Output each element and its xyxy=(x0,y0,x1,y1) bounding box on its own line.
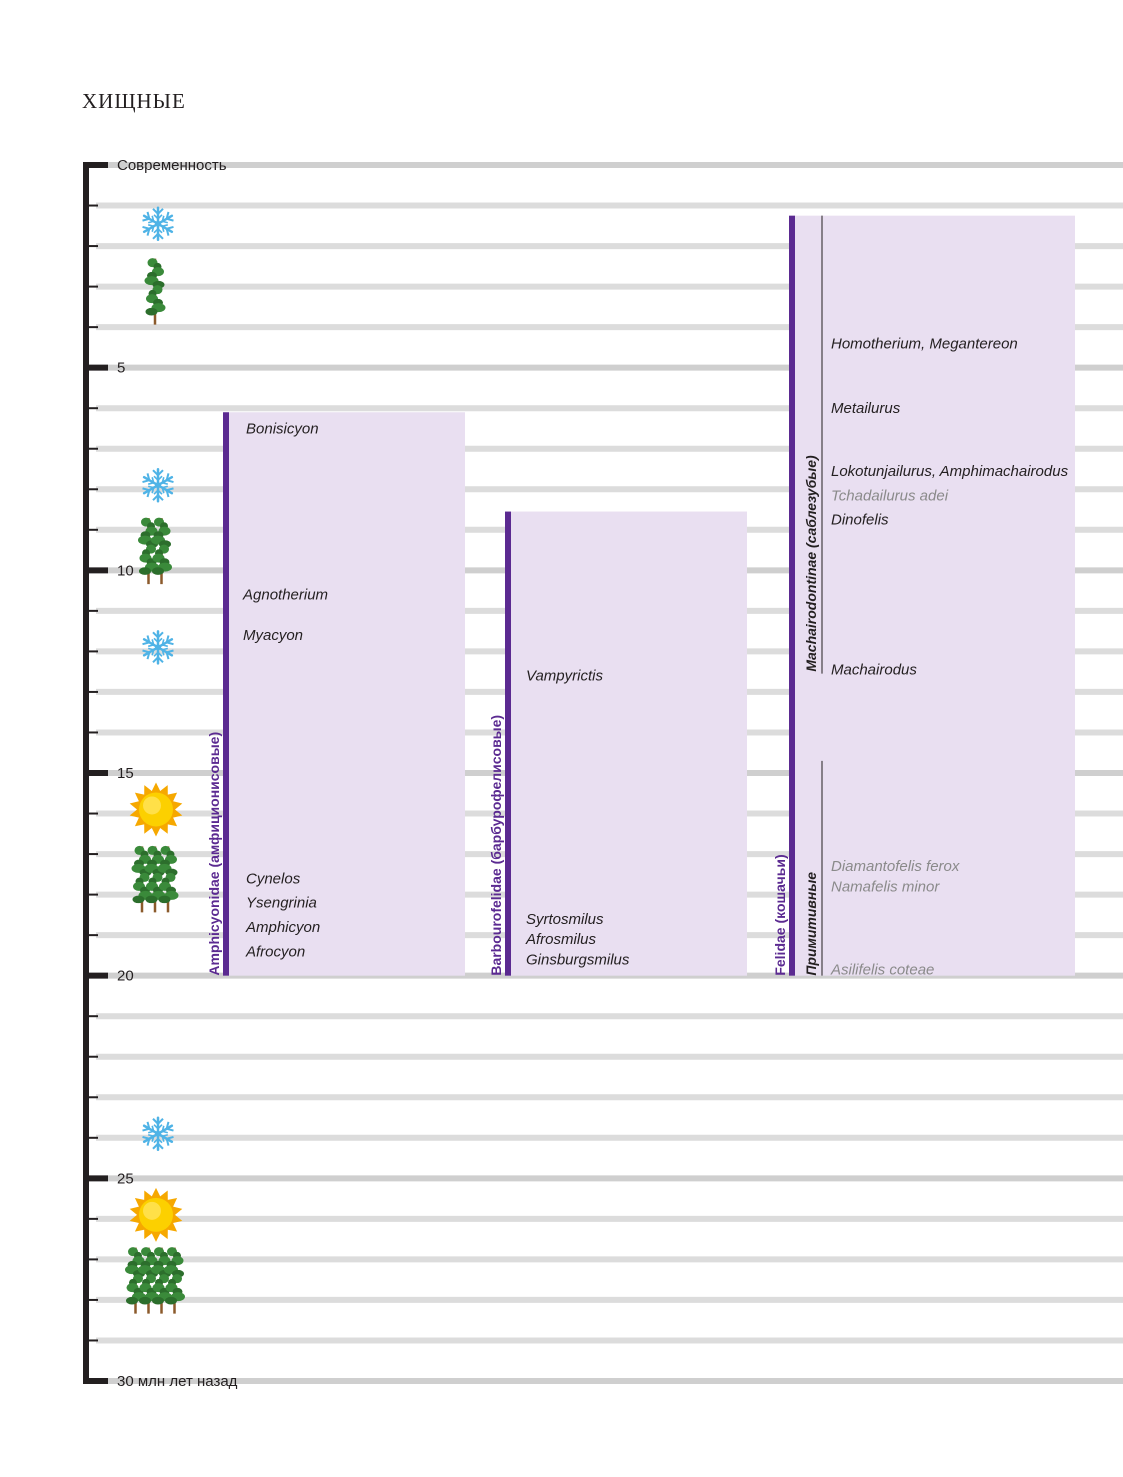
genus-label: Asilifelis coteae xyxy=(831,961,935,979)
tick-label: 25 xyxy=(117,1170,134,1188)
tree-icon xyxy=(145,258,166,325)
snowflake-icon xyxy=(142,631,175,663)
genus-label: Afrosmilus xyxy=(526,931,597,949)
genus-label: Afrocyon xyxy=(246,943,306,961)
family-label: Amphicyonidae (амфиционисовые) xyxy=(206,731,222,976)
sun-icon xyxy=(130,1188,183,1242)
genus-label: Ginsburgsmilus xyxy=(526,951,630,969)
family-label: Felidae (кошачьи) xyxy=(772,854,788,976)
genus-label: Metailurus xyxy=(831,400,901,418)
family-bar xyxy=(789,216,795,976)
genus-label: Namafelis minor xyxy=(831,878,940,896)
genus-label: Machairodus xyxy=(831,661,917,679)
family-bar xyxy=(505,512,511,976)
genus-label: Bonisicyon xyxy=(246,420,319,438)
subfamily-label: Примитивные xyxy=(803,871,819,976)
tick-label: 10 xyxy=(117,562,134,580)
genus-label: Dinofelis xyxy=(831,511,889,529)
snowflake-icon xyxy=(142,208,175,240)
tick-label: Современность xyxy=(117,157,227,174)
family-band xyxy=(224,412,465,975)
tick-label: 5 xyxy=(117,359,126,377)
page-title: ХИЩНЫЕ xyxy=(82,89,186,113)
genus-label: Diamantofelis ferox xyxy=(831,858,960,876)
tick-label: 30 млн лет назад xyxy=(117,1373,238,1390)
sun-icon xyxy=(130,782,183,836)
genus-label: Syrtosmilus xyxy=(526,910,604,928)
genus-label: Myacyon xyxy=(243,627,304,645)
climate-icons xyxy=(125,208,185,1314)
genus-label: Cynelos xyxy=(246,870,301,888)
snowflake-icon xyxy=(142,1118,175,1150)
snowflake-icon xyxy=(142,469,175,501)
genus-label: Amphicyon xyxy=(246,919,321,937)
family-label: Barbourofelidae (барбурофелисовые) xyxy=(488,714,504,976)
tick-label: 20 xyxy=(117,967,134,985)
genus-label: Vampyrictis xyxy=(526,667,603,685)
genus-label: Agnotherium xyxy=(243,586,329,604)
genus-label: Homotherium, Megantereon xyxy=(831,335,1018,353)
family-bar xyxy=(223,412,229,975)
tick-label: 15 xyxy=(117,765,134,782)
genus-label: Tchadailurus adei xyxy=(831,487,949,505)
family-band xyxy=(506,512,747,976)
genus-label: Ysengrinia xyxy=(246,894,317,912)
genus-label: Lokotunjailurus, Amphimachairodus xyxy=(831,463,1069,481)
subfamily-label: Machairodontinae (саблезубые) xyxy=(803,455,819,672)
